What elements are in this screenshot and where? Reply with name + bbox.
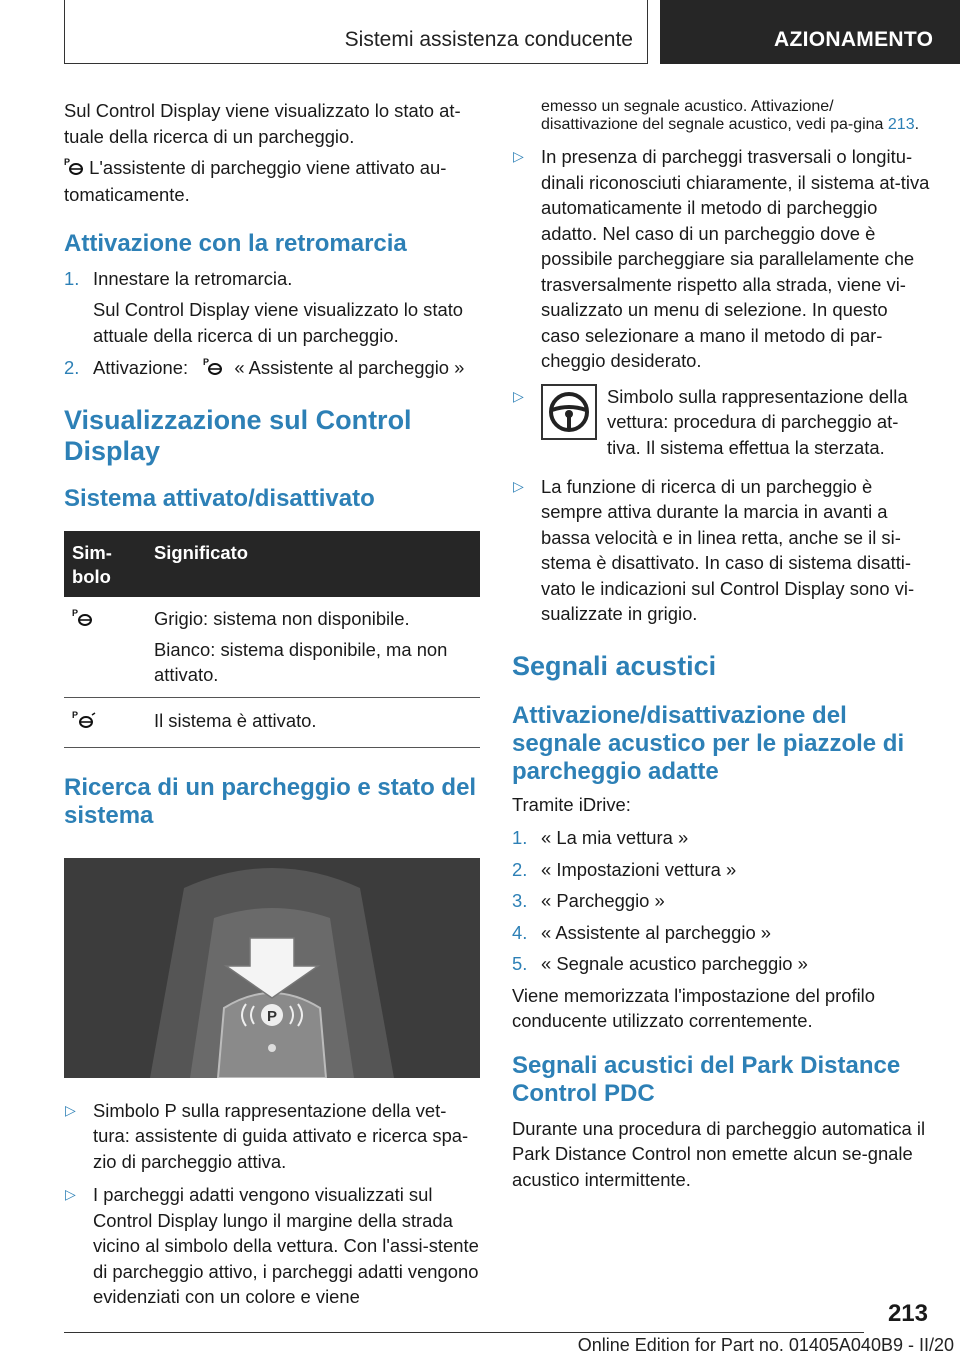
list-item: 5. « Segnale acustico parcheggio »	[512, 953, 808, 974]
list-item: 2. « Impostazioni vettura »	[512, 858, 737, 880]
idrive-text: Tramite iDrive:	[512, 793, 631, 815]
svg-text:P: P	[203, 357, 210, 368]
list-item: 3. « Parcheggio »	[512, 890, 665, 911]
memo-text: Viene memorizzata l'impostazione del profilo conducente utilizzato correntemente.	[512, 984, 875, 1031]
chapter-title: AZIONAMENTO	[774, 28, 934, 51]
list-item: ▷ La funzione di ricerca di un parcheggio è sempre attiva durante la marcia in avanti a bassa velocità e in linea retta, anche se il si-stema è disattivato. In caso di sistema disatti-vato le indicazioni sul Control Display sono vi-sualizzate in grigio.	[513, 475, 915, 624]
page-header	[0, 0, 960, 68]
steering-wheel-icon	[541, 384, 597, 440]
svg-text:P: P	[72, 709, 79, 720]
list-item: 4. « Assistente al parcheggio »	[512, 921, 772, 943]
svg-text:P: P	[267, 1007, 278, 1025]
heading-toggle: Attivazione/disattivazione del segnale acustico per le piazzole di parcheggio adatte	[512, 701, 905, 785]
heading-display: Visualizzazione sul Control Display	[64, 404, 412, 466]
list-item: 1. « La mia vettura »	[512, 827, 689, 848]
triangle-bullet-icon: ▷	[65, 1186, 76, 1203]
list-item: ▷ I parcheggi adatti vengono visualizzati sul Control Display lungo il margine della strada vicino al simbolo della vettura. Con l'assi-stente di parcheggio attivo, i parcheggi adatti vengono evidenziati con un colore e viene	[65, 1184, 479, 1308]
list-item: ▷ In presenza di parcheggi trasversali o longitu-dinali riconosciuti chiaramente, il sistema at-tiva automaticamente il metodo di parcheggio adatto. Nel caso di un parcheggio dove è possibile parcheggiare sia parallelamente che trasversalmente rispetto alla strada, viene vi-sualizzato un menu di selezione. In questo caso selezionare a mano il metodo di par-cheggio desiderato.	[513, 146, 930, 371]
heading-search: Ricerca di un parcheggio e stato del sistema	[64, 773, 477, 829]
symbol-table	[64, 531, 480, 748]
right-column	[512, 98, 930, 1192]
pdc-text: Durante una procedura di parcheggio automatica il Park Distance Control non emette alcun se-gnale acustico intermittente.	[512, 1117, 926, 1190]
park-assist-icon	[72, 607, 94, 633]
intro-text: Sul Control Display viene visualizzato lo stato at-tuale della ricerca di un parcheggio.	[64, 100, 461, 147]
triangle-bullet-icon: ▷	[513, 148, 524, 164]
table-row: P Grigio: sistema non disponibile. Bianco: sistema disponibile, ma non attivato.	[64, 597, 480, 698]
triangle-bullet-icon: ▷	[513, 387, 524, 404]
parking-search-illustration	[64, 858, 480, 1078]
heading-acoustic: Segnali acustici	[512, 650, 717, 681]
page-number: 213	[887, 1300, 928, 1327]
heading-system: Sistema attivato/disattivato	[64, 484, 375, 512]
continued-text: emesso un segnale acustico. Attivazione/ disattivazione del segnale acustico, vedi pa-gina 213.	[541, 98, 920, 133]
table-header	[64, 531, 480, 597]
list-item: ▷ Simbolo sulla rappresentazione della vettura: procedura di parcheggio at-tiva. Il sistema effettua la sterzata.	[513, 385, 908, 458]
svg-text:P: P	[64, 156, 71, 167]
col-header-meaning: Significato	[146, 531, 480, 597]
page-reference-link[interactable]: 213	[887, 116, 915, 133]
auto-activation-text: P L'assistente di parcheggio viene attivato au-tomaticamente.	[64, 156, 447, 206]
park-assist-icon	[203, 356, 223, 383]
list-item: 2. Attivazione: P « Assistente al parcheggio »	[64, 355, 480, 382]
svg-text:P: P	[72, 607, 79, 618]
edition-text: Online Edition for Part no. 01405A040B9 - II/20	[577, 1335, 954, 1355]
park-assist-active-icon	[72, 709, 96, 735]
footer-rule	[64, 1332, 864, 1333]
list-item: ▷ Simbolo P sulla rappresentazione della vet-tura: assistente di guida attivato e ricerca spa-zio di parcheggio attiva.	[65, 1099, 469, 1172]
col-header-symbol: Sim-bolo	[64, 531, 146, 597]
list-item: 1. Innestare la retromarcia. Sul Control Display viene visualizzato lo stato attuale della ricerca di un parcheggio.	[64, 267, 464, 346]
table-row: P Il sistema è attivato.	[64, 697, 480, 747]
triangle-bullet-icon: ▷	[513, 477, 524, 494]
park-assist-icon	[64, 156, 84, 183]
triangle-bullet-icon: ▷	[65, 1101, 76, 1118]
section-title: Sistemi assistenza conducente	[344, 28, 633, 51]
chapter-tab	[660, 0, 960, 64]
left-column	[64, 98, 480, 1310]
section-tab	[64, 0, 648, 64]
heading-reverse: Attivazione con la retromarcia	[64, 229, 407, 257]
heading-pdc: Segnali acustici del Park Distance Control PDC	[512, 1051, 901, 1107]
